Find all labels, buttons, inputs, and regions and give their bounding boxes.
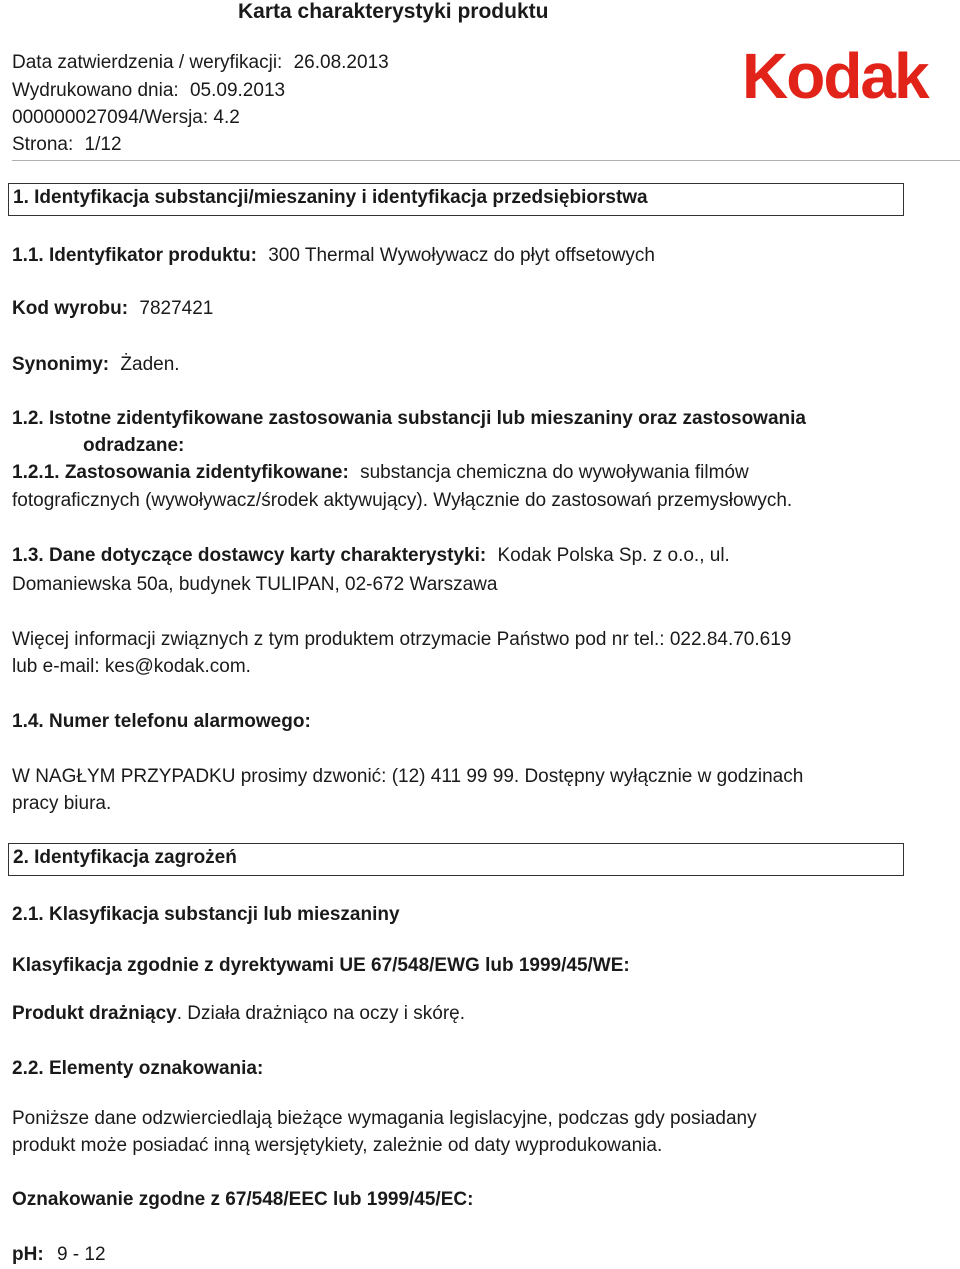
approval-date (12, 52, 389, 74)
emergency-heading: 1.4. Numer telefonu alarmowego: (12, 711, 311, 732)
document-title: Karta charakterystyki produktu (238, 0, 549, 23)
identified-uses-heading-cont: odradzane: (83, 435, 185, 456)
section-1-header (8, 183, 904, 216)
supplier-address: Domaniewska 50a, budynek TULIPAN, 02-672 Warszawa (12, 574, 498, 595)
printed-date-label: Wydrukowano dnia: (12, 80, 179, 101)
ph-value (12, 1244, 106, 1266)
product-identifier-value: 300 Thermal Wywoływacz do płyt offsetowych (268, 245, 655, 266)
ph-label: pH: (12, 1244, 44, 1265)
label-elements-line-2: produkt może posiadać inną wersjętykiety, zależnie od daty wyprodukowania. (12, 1135, 663, 1156)
section-2-title: 2. Identyfikacja zagrożeń (13, 847, 237, 868)
label-elements-line-1: Poniższe dane odzwierciedlają bieżące wymagania legislacyjne, podczas gdy posiadany (12, 1108, 757, 1129)
supplier-details-label: 1.3. Dane dotyczące dostawcy karty charakterystyki: (12, 545, 487, 566)
synonyms-value: Żaden. (120, 354, 180, 375)
printed-date-value: 05.09.2013 (189, 80, 286, 101)
product-classification-label: Produkt drażniący (12, 1003, 177, 1024)
section-1-title: 1. Identyfikacja substancji/mieszaniny i identyfikacja przedsiębiorstwa (13, 187, 648, 208)
identified-uses-value: substancja chemiczna do wywoływania filmów (360, 462, 749, 483)
identified-uses-label: 1.2.1. Zastosowania zidentyfikowane: (12, 462, 349, 483)
emergency-line-2: pracy biura. (12, 793, 112, 814)
emergency-line-1: W NAGŁYM PRZYPADKU prosimy dzwonić: (12) 411 99 99. Dostępny wyłącznie w godzinach (12, 766, 804, 787)
product-identifier-label: 1.1. Identyfikator produktu: (12, 245, 257, 266)
approval-date-label: Data zatwierdzenia / weryfikacji: (12, 52, 283, 73)
identified-uses (12, 462, 749, 484)
product-identifier (12, 245, 655, 267)
synonyms (12, 354, 180, 376)
label-elements-heading: 2.2. Elementy oznakowania: (12, 1058, 264, 1079)
product-code (12, 298, 213, 320)
page-value: 1/12 (84, 134, 122, 155)
info-line-2: lub e-mail: kes@kodak.com. (12, 656, 251, 677)
synonyms-label: Synonimy: (12, 354, 110, 375)
eu-classification-label: Klasyfikacja zgodnie z dyrektywami UE 67/548/EWG lub 1999/45/WE: (12, 955, 630, 976)
info-line-1: Więcej informacji związnych z tym produktem otrzymacie Państwo pod nr tel.: 022.84.70.619 (12, 629, 792, 650)
header-divider (12, 160, 960, 161)
section-2-header (8, 843, 904, 876)
page-label: Strona: (12, 134, 74, 155)
identified-uses-cont: fotograficznych (wywoływacz/środek aktywujący). Wyłącznie do zastosowań przemysłowych. (12, 490, 793, 511)
supplier-details-value: Kodak Polska Sp. z o.o., ul. (497, 545, 730, 566)
ph-range: 9 - 12 (56, 1244, 106, 1265)
product-classification-value: . Działa drażniąco na oczy i skórę. (176, 1003, 466, 1024)
marking-heading: Oznakowanie zgodne z 67/548/EEC lub 1999/45/EC: (12, 1189, 474, 1210)
classification-heading: 2.1. Klasyfikacja substancji lub mieszaniny (12, 904, 400, 925)
kodak-logo-text: Kodak (742, 44, 928, 106)
identified-uses-heading: 1.2. Istotne zidentyfikowane zastosowania substancji lub mieszaniny oraz zastosowania (12, 408, 806, 429)
page-number (12, 134, 122, 156)
printed-date (12, 80, 285, 102)
product-code-label: Kod wyrobu: (12, 298, 129, 319)
product-classification (12, 1003, 465, 1025)
document-id: 000000027094/Wersja: 4.2 (12, 107, 240, 128)
kodak-logo (740, 44, 952, 106)
approval-date-value: 26.08.2013 (293, 52, 389, 73)
product-code-value: 7827421 (139, 298, 214, 319)
supplier-details (12, 545, 730, 567)
